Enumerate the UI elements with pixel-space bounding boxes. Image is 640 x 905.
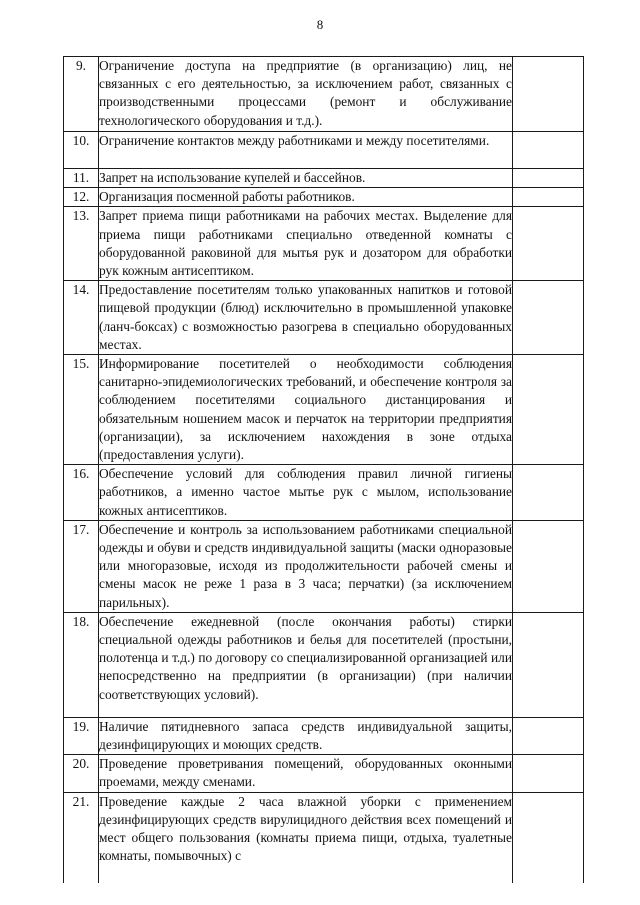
- table-row: [64, 755, 584, 792]
- compliance-cell: [513, 207, 584, 281]
- measure-text: Предоставление посетителям только упакованных напитков и готовой пищевой продукции (блюд) исключительно в промышленной упаковке (ланч-боксах) с возможностью разогрева в специально оборудованных местах.: [99, 281, 513, 355]
- table-row: [64, 207, 584, 281]
- measure-text: Обеспечение ежедневной (после окончания работы) стирки специальной одежды работников и белья для посетителей (простыни, полотенца и т.д.) по договору со специализированной организацией или непосредственно на предприятии (в организации) (при наличии соответствующих условий).: [99, 612, 513, 717]
- table-row: [64, 169, 584, 188]
- compliance-cell: [513, 281, 584, 355]
- measure-text: Ограничение контактов между работниками и между посетителями.: [99, 132, 513, 169]
- compliance-cell: [513, 188, 584, 207]
- table-row: [64, 465, 584, 521]
- compliance-cell: [513, 717, 584, 754]
- measure-text: Обеспечение условий для соблюдения правил личной гигиены работников, а именно частое мытье рук с мылом, использование кожных антисептиков.: [99, 465, 513, 521]
- page-number: 8: [316, 17, 324, 32]
- measure-text: Запрет приема пищи работниками на рабочих местах. Выделение для приема пищи работниками специально отведенной комнаты с оборудованной раковиной для мытья рук и дозатором для обработки рук кожным антисептиком.: [99, 207, 513, 281]
- measure-text: Проведение каждые 2 часа влажной уборки с применением дезинфицирующих средств вирулицидного действия всех помещений и мест общего пользования (комнаты приема пищи, отдыха, туалетные комнаты, помывочных) с: [99, 792, 513, 883]
- table-row: [64, 355, 584, 465]
- row-number: 10.: [64, 132, 99, 169]
- table-row: [64, 792, 584, 883]
- row-number: 19.: [64, 717, 99, 754]
- table-row: [64, 188, 584, 207]
- measure-text: Наличие пятидневного запаса средств индивидуальной защиты, дезинфицирующих и моющих средств.: [99, 717, 513, 754]
- compliance-cell: [513, 169, 584, 188]
- table-row: [64, 612, 584, 717]
- row-number: 18.: [64, 612, 99, 717]
- row-number: 17.: [64, 520, 99, 612]
- measure-text: Информирование посетителей о необходимости соблюдения санитарно-эпидемиологических требований, и обеспечение контроля за соблюдением посетителями социального дистанцирования и обязательным ношением масок и перчаток на территории предприятия (организации), за исключением нахождения в зоне отдыха (предоставления услуги).: [99, 355, 513, 465]
- compliance-cell: [513, 520, 584, 612]
- row-number: 21.: [64, 792, 99, 883]
- compliance-cell: [513, 612, 584, 717]
- compliance-cell: [513, 355, 584, 465]
- table-row: [64, 717, 584, 754]
- row-number: 16.: [64, 465, 99, 521]
- measure-text: Ограничение доступа на предприятие (в организацию) лиц, не связанных с его деятельностью, за исключением работ, связанных с производственными процессами (ремонт и обслуживание технологического оборудования и т.д.).: [99, 57, 513, 132]
- row-number: 9.: [64, 57, 99, 132]
- compliance-cell: [513, 792, 584, 883]
- measure-text: Проведение проветривания помещений, оборудованных оконными проемами, между сменами.: [99, 755, 513, 792]
- row-number: 13.: [64, 207, 99, 281]
- measures-table: [63, 56, 584, 883]
- table-row: [64, 132, 584, 169]
- row-number: 12.: [64, 188, 99, 207]
- row-number: 20.: [64, 755, 99, 792]
- compliance-cell: [513, 132, 584, 169]
- row-number: 15.: [64, 355, 99, 465]
- compliance-cell: [513, 57, 584, 132]
- row-number: 14.: [64, 281, 99, 355]
- row-number: 11.: [64, 169, 99, 188]
- measure-text: Организация посменной работы работников.: [99, 188, 513, 207]
- table-row: [64, 281, 584, 355]
- table-row: [64, 520, 584, 612]
- compliance-cell: [513, 755, 584, 792]
- compliance-cell: [513, 465, 584, 521]
- measure-text: Запрет на использование купелей и бассейнов.: [99, 169, 513, 188]
- table-row: [64, 57, 584, 132]
- measure-text: Обеспечение и контроль за использованием работниками специальной одежды и обуви и средств индивидуальной защиты (маски одноразовые или многоразовые, исходя из продолжительности рабочей смены и смены масок не реже 1 раза в 3 часа; перчатки) (за исключением парильных).: [99, 520, 513, 612]
